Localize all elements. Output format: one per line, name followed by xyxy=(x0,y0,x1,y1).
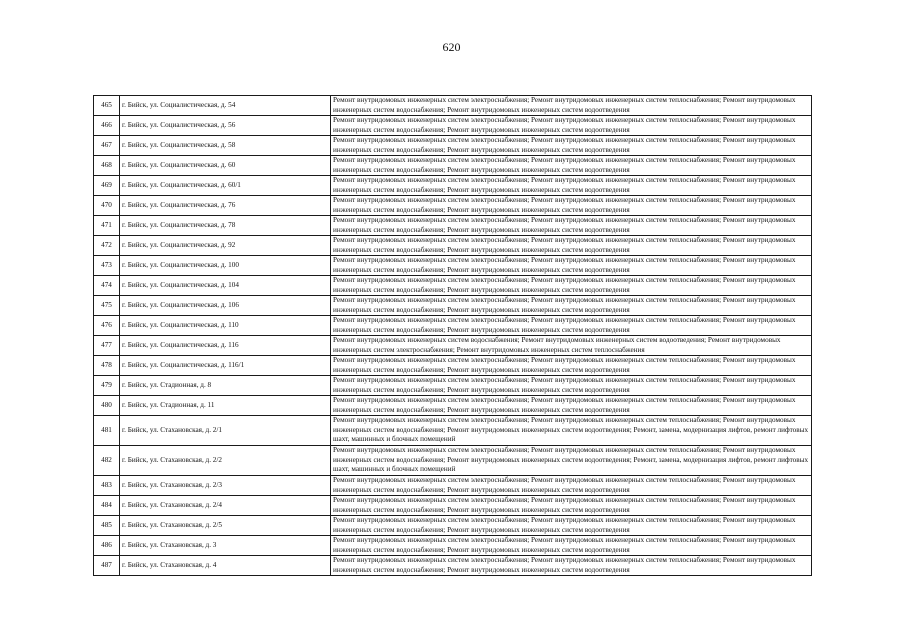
table-row xyxy=(94,536,812,556)
table-row xyxy=(94,476,812,496)
table-row xyxy=(94,336,812,356)
row-address: г. Бийск, ул. Стахановская, д. 2/2 xyxy=(120,446,331,476)
row-address: г. Бийск, ул. Стадионная, д. 8 xyxy=(120,376,331,396)
row-number: 484 xyxy=(94,496,120,516)
table-row xyxy=(94,136,812,156)
row-address: г. Бийск, ул. Стадионная, д. 11 xyxy=(120,396,331,416)
row-works: Ремонт внутридомовых инженерных систем электроснабжения; Ремонт внутридомовых инженерных систем теплоснабжения; Ремонт внутридомовых инженерных систем водоснабжения; Ремонт внутридомовых инженерных систем водоотведения xyxy=(331,136,812,156)
row-number: 466 xyxy=(94,116,120,136)
row-number: 473 xyxy=(94,256,120,276)
row-address: г. Бийск, ул. Стахановская, д. 2/4 xyxy=(120,496,331,516)
table-row xyxy=(94,116,812,136)
registry-table-body xyxy=(94,96,812,576)
row-address: г. Бийск, ул. Социалистическая, д. 56 xyxy=(120,116,331,136)
row-address: г. Бийск, ул. Социалистическая, д. 110 xyxy=(120,316,331,336)
row-address: г. Бийск, ул. Стахановская, д. 2/1 xyxy=(120,416,331,446)
row-works: Ремонт внутридомовых инженерных систем электроснабжения; Ремонт внутридомовых инженерных систем теплоснабжения; Ремонт внутридомовых инженерных систем водоснабжения; Ремонт внутридомовых инженерных систем водоотведения xyxy=(331,316,812,336)
row-number: 486 xyxy=(94,536,120,556)
table-row xyxy=(94,376,812,396)
row-address: г. Бийск, ул. Стахановская, д. 3 xyxy=(120,536,331,556)
table-row xyxy=(94,276,812,296)
table-row xyxy=(94,216,812,236)
row-address: г. Бийск, ул. Социалистическая, д. 116/1 xyxy=(120,356,331,376)
table-row xyxy=(94,516,812,536)
row-works: Ремонт внутридомовых инженерных систем электроснабжения; Ремонт внутридомовых инженерных систем теплоснабжения; Ремонт внутридомовых инженерных систем водоснабжения; Ремонт внутридомовых инженерных систем водоотведения xyxy=(331,476,812,496)
row-address: г. Бийск, ул. Социалистическая, д. 54 xyxy=(120,96,331,116)
row-works: Ремонт внутридомовых инженерных систем электроснабжения; Ремонт внутридомовых инженерных систем теплоснабжения; Ремонт внутридомовых инженерных систем водоснабжения; Ремонт внутридомовых инженерных систем водоотведения xyxy=(331,536,812,556)
row-number: 481 xyxy=(94,416,120,446)
row-address: г. Бийск, ул. Социалистическая, д. 58 xyxy=(120,136,331,156)
row-number: 485 xyxy=(94,516,120,536)
table-row xyxy=(94,96,812,116)
row-number: 471 xyxy=(94,216,120,236)
table-row xyxy=(94,356,812,376)
table-row xyxy=(94,296,812,316)
row-works: Ремонт внутридомовых инженерных систем электроснабжения; Ремонт внутридомовых инженерных систем теплоснабжения; Ремонт внутридомовых инженерных систем водоснабжения; Ремонт внутридомовых инженерных систем водоотведения xyxy=(331,196,812,216)
row-address: г. Бийск, ул. Социалистическая, д. 78 xyxy=(120,216,331,236)
row-address: г. Бийск, ул. Социалистическая, д. 92 xyxy=(120,236,331,256)
row-number: 480 xyxy=(94,396,120,416)
row-works: Ремонт внутридомовых инженерных систем электроснабжения; Ремонт внутридомовых инженерных систем теплоснабжения; Ремонт внутридомовых инженерных систем водоснабжения; Ремонт внутридомовых инженерных систем водоотведения xyxy=(331,216,812,236)
row-works: Ремонт внутридомовых инженерных систем электроснабжения; Ремонт внутридомовых инженерных систем теплоснабжения; Ремонт внутридомовых инженерных систем водоснабжения; Ремонт внутридомовых инженерных систем водоотведения xyxy=(331,396,812,416)
row-address: г. Бийск, ул. Стахановская, д. 4 xyxy=(120,556,331,576)
table-row xyxy=(94,196,812,216)
row-number: 468 xyxy=(94,156,120,176)
row-number: 469 xyxy=(94,176,120,196)
row-number: 476 xyxy=(94,316,120,336)
table-row xyxy=(94,446,812,476)
row-works: Ремонт внутридомовых инженерных систем электроснабжения; Ремонт внутридомовых инженерных систем теплоснабжения; Ремонт внутридомовых инженерных систем водоснабжения; Ремонт внутридомовых инженерных систем водоотведения xyxy=(331,236,812,256)
table-row xyxy=(94,416,812,446)
row-works: Ремонт внутридомовых инженерных систем электроснабжения; Ремонт внутридомовых инженерных систем теплоснабжения; Ремонт внутридомовых инженерных систем водоснабжения; Ремонт внутридомовых инженерных систем водоотведения; Ремонт, замена, модернизация лифтов, ремонт лифтовых шахт, машинных и блочных помещений xyxy=(331,446,812,476)
row-address: г. Бийск, ул. Стахановская, д. 2/5 xyxy=(120,516,331,536)
row-works: Ремонт внутридомовых инженерных систем электроснабжения; Ремонт внутридомовых инженерных систем теплоснабжения; Ремонт внутридомовых инженерных систем водоснабжения; Ремонт внутридомовых инженерных систем водоотведения xyxy=(331,376,812,396)
table-row xyxy=(94,496,812,516)
row-number: 467 xyxy=(94,136,120,156)
row-number: 472 xyxy=(94,236,120,256)
row-works: Ремонт внутридомовых инженерных систем водоснабжения; Ремонт внутридомовых инженерных систем водоотведения; Ремонт внутридомовых инженерных систем электроснабжения; Ремонт внутридомовых инженерных систем теплоснабжения xyxy=(331,336,812,356)
row-works: Ремонт внутридомовых инженерных систем электроснабжения; Ремонт внутридомовых инженерных систем теплоснабжения; Ремонт внутридомовых инженерных систем водоснабжения; Ремонт внутридомовых инженерных систем водоотведения xyxy=(331,356,812,376)
row-works: Ремонт внутридомовых инженерных систем электроснабжения; Ремонт внутридомовых инженерных систем теплоснабжения; Ремонт внутридомовых инженерных систем водоснабжения; Ремонт внутридомовых инженерных систем водоотведения xyxy=(331,156,812,176)
row-works: Ремонт внутридомовых инженерных систем электроснабжения; Ремонт внутридомовых инженерных систем теплоснабжения; Ремонт внутридомовых инженерных систем водоснабжения; Ремонт внутридомовых инженерных систем водоотведения xyxy=(331,176,812,196)
row-number: 475 xyxy=(94,296,120,316)
table-row xyxy=(94,176,812,196)
row-number: 479 xyxy=(94,376,120,396)
table-row xyxy=(94,156,812,176)
row-number: 470 xyxy=(94,196,120,216)
row-works: Ремонт внутридомовых инженерных систем электроснабжения; Ремонт внутридомовых инженерных систем теплоснабжения; Ремонт внутридомовых инженерных систем водоснабжения; Ремонт внутридомовых инженерных систем водоотведения xyxy=(331,276,812,296)
row-works: Ремонт внутридомовых инженерных систем электроснабжения; Ремонт внутридомовых инженерных систем теплоснабжения; Ремонт внутридомовых инженерных систем водоснабжения; Ремонт внутридомовых инженерных систем водоотведения xyxy=(331,496,812,516)
row-number: 478 xyxy=(94,356,120,376)
row-number: 474 xyxy=(94,276,120,296)
row-number: 465 xyxy=(94,96,120,116)
row-address: г. Бийск, ул. Стахановская, д. 2/3 xyxy=(120,476,331,496)
row-number: 477 xyxy=(94,336,120,356)
row-address: г. Бийск, ул. Социалистическая, д. 104 xyxy=(120,276,331,296)
table-row xyxy=(94,316,812,336)
row-address: г. Бийск, ул. Социалистическая, д. 100 xyxy=(120,256,331,276)
row-works: Ремонт внутридомовых инженерных систем электроснабжения; Ремонт внутридомовых инженерных систем теплоснабжения; Ремонт внутридомовых инженерных систем водоснабжения; Ремонт внутридомовых инженерных систем водоотведения xyxy=(331,296,812,316)
table-row xyxy=(94,236,812,256)
row-address: г. Бийск, ул. Социалистическая, д. 116 xyxy=(120,336,331,356)
row-number: 482 xyxy=(94,446,120,476)
table-row xyxy=(94,396,812,416)
table-row xyxy=(94,556,812,576)
row-address: г. Бийск, ул. Социалистическая, д. 106 xyxy=(120,296,331,316)
row-works: Ремонт внутридомовых инженерных систем электроснабжения; Ремонт внутридомовых инженерных систем теплоснабжения; Ремонт внутридомовых инженерных систем водоснабжения; Ремонт внутридомовых инженерных систем водоотведения xyxy=(331,556,812,576)
row-address: г. Бийск, ул. Социалистическая, д. 76 xyxy=(120,196,331,216)
row-address: г. Бийск, ул. Социалистическая, д. 60 xyxy=(120,156,331,176)
row-works: Ремонт внутридомовых инженерных систем электроснабжения; Ремонт внутридомовых инженерных систем теплоснабжения; Ремонт внутридомовых инженерных систем водоснабжения; Ремонт внутридомовых инженерных систем водоотведения xyxy=(331,116,812,136)
row-works: Ремонт внутридомовых инженерных систем электроснабжения; Ремонт внутридомовых инженерных систем теплоснабжения; Ремонт внутридомовых инженерных систем водоснабжения; Ремонт внутридомовых инженерных систем водоотведения xyxy=(331,516,812,536)
repair-registry-table xyxy=(93,95,812,576)
row-address: г. Бийск, ул. Социалистическая, д. 60/1 xyxy=(120,176,331,196)
row-number: 483 xyxy=(94,476,120,496)
row-works: Ремонт внутридомовых инженерных систем электроснабжения; Ремонт внутридомовых инженерных систем теплоснабжения; Ремонт внутридомовых инженерных систем водоснабжения; Ремонт внутридомовых инженерных систем водоотведения; Ремонт, замена, модернизация лифтов, ремонт лифтовых шахт, машинных и блочных помещений xyxy=(331,416,812,446)
page-number: 620 xyxy=(442,40,461,54)
row-number: 487 xyxy=(94,556,120,576)
table-row xyxy=(94,256,812,276)
row-works: Ремонт внутридомовых инженерных систем электроснабжения; Ремонт внутридомовых инженерных систем теплоснабжения; Ремонт внутридомовых инженерных систем водоснабжения; Ремонт внутридомовых инженерных систем водоотведения xyxy=(331,96,812,116)
row-works: Ремонт внутридомовых инженерных систем электроснабжения; Ремонт внутридомовых инженерных систем теплоснабжения; Ремонт внутридомовых инженерных систем водоснабжения; Ремонт внутридомовых инженерных систем водоотведения xyxy=(331,256,812,276)
